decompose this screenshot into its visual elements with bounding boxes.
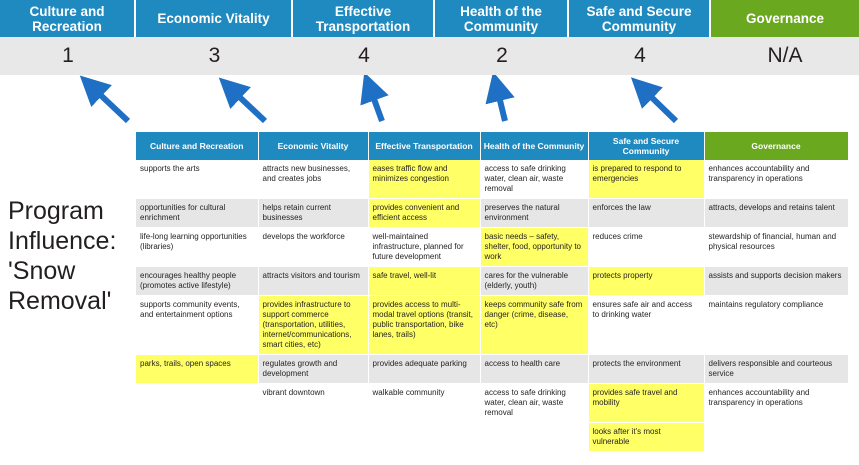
- matrix-cell-3-1: attracts visitors and tourism: [258, 267, 368, 296]
- matrix-cell-3-2: safe travel, well-lit: [368, 267, 480, 296]
- matrix-body: [136, 160, 848, 452]
- matrix-cell-2-4: reduces crime: [588, 228, 704, 267]
- goal-area-score-2: 4: [358, 44, 370, 67]
- matrix-row: [136, 160, 848, 199]
- goal-area-header-0: Culture and Recreation: [0, 0, 136, 37]
- matrix-cell-0-2: eases traffic flow and minimizes congestion: [368, 160, 480, 199]
- matrix-cell-3-0: encourages healthy people (promotes active lifestyle): [136, 267, 258, 296]
- matrix-column-header-1: Economic Vitality: [258, 132, 368, 160]
- matrix-cell-2-5: stewardship of financial, human and physical resources: [704, 228, 848, 267]
- matrix-cell-0-3: access to safe drinking water, clean air, waste removal: [480, 160, 588, 199]
- matrix-row: [136, 423, 848, 452]
- matrix-cell-1-5: attracts, develops and retains talent: [704, 199, 848, 228]
- arrow-effective-transportation: [370, 88, 382, 121]
- goal-area-header-1: Economic Vitality: [136, 0, 293, 37]
- matrix-cell-5-3: access to health care: [480, 355, 588, 384]
- goal-area-banner: [0, 0, 859, 37]
- matrix-cell-1-4: enforces the law: [588, 199, 704, 228]
- matrix-column-header-5: Governance: [704, 132, 848, 160]
- matrix-cell-0-1: attracts new businesses, and creates jobs: [258, 160, 368, 199]
- matrix-cell-5-2: provides adequate parking: [368, 355, 480, 384]
- matrix-cell-0-0: supports the arts: [136, 160, 258, 199]
- matrix-cell-1-1: helps retain current businesses: [258, 199, 368, 228]
- matrix-column-header-4: Safe and Secure Community: [588, 132, 704, 160]
- goal-area-score-3: 2: [496, 44, 508, 67]
- matrix-cell-1-0: opportunities for cultural enrichment: [136, 199, 258, 228]
- arrow-health-of-the-community: [497, 88, 505, 121]
- matrix-cell-6-0: [136, 384, 258, 423]
- matrix-column-header-2: Effective Transportation: [368, 132, 480, 160]
- goal-area-header-5: Governance: [711, 0, 859, 37]
- matrix-cell-7-4: looks after it's most vulnerable: [588, 423, 704, 452]
- matrix-column-header-0: Culture and Recreation: [136, 132, 258, 160]
- matrix-cell-6-3: access to safe drinking water, clean air, waste removal: [480, 384, 588, 423]
- matrix-cell-2-2: well-maintained infrastructure, planned for future development: [368, 228, 480, 267]
- matrix-row: [136, 228, 848, 267]
- program-influence-caption: Program Influence: 'Snow Removal': [8, 197, 117, 315]
- matrix-cell-5-4: protects the environment: [588, 355, 704, 384]
- matrix-cell-7-1: [258, 423, 368, 452]
- arrow-economic-vitality: [231, 89, 265, 121]
- matrix-cell-3-5: assists and supports decision makers: [704, 267, 848, 296]
- matrix-cell-2-3: basic needs – safety, shelter, food, opportunity to work: [480, 228, 588, 267]
- matrix-cell-5-0: parks, trails, open spaces: [136, 355, 258, 384]
- matrix-cell-4-2: provides access to multi-modal travel options (transit, public transportation, bike lanes, trails): [368, 296, 480, 355]
- matrix-cell-4-1: provides infrastructure to support commerce (transportation, utilities, internet/communications, smart cities, etc): [258, 296, 368, 355]
- matrix-cell-6-2: walkable community: [368, 384, 480, 423]
- goal-areas-matrix: [136, 132, 848, 452]
- matrix-cell-1-2: provides convenient and efficient access: [368, 199, 480, 228]
- matrix-row: [136, 267, 848, 296]
- matrix-cell-6-4: provides safe travel and mobility: [588, 384, 704, 423]
- matrix-row: [136, 384, 848, 423]
- matrix-cell-3-4: protects property: [588, 267, 704, 296]
- matrix-cell-7-0: [136, 423, 258, 452]
- matrix-row: [136, 199, 848, 228]
- matrix-cell-7-5: [704, 423, 848, 452]
- goal-area-header-4: Safe and Secure Community: [569, 0, 711, 37]
- matrix-cell-5-5: delivers responsible and courteous service: [704, 355, 848, 384]
- matrix-cell-4-0: supports community events, and entertainment options: [136, 296, 258, 355]
- matrix-row: [136, 296, 848, 355]
- matrix-cell-2-0: life-long learning opportunities (libraries): [136, 228, 258, 267]
- matrix-cell-0-4: is prepared to respond to emergencies: [588, 160, 704, 199]
- matrix-cell-1-3: preserves the natural environment: [480, 199, 588, 228]
- matrix-cell-6-1: vibrant downtown: [258, 384, 368, 423]
- matrix-cell-7-2: [368, 423, 480, 452]
- goal-area-score-4: 4: [634, 44, 646, 67]
- goal-area-score-5: N/A: [767, 44, 803, 67]
- goal-area-score-1: 3: [208, 44, 221, 67]
- matrix-cell-0-5: enhances accountability and transparency in operations: [704, 160, 848, 199]
- matrix-header-row: [136, 132, 848, 160]
- matrix-cell-4-4: ensures safe air and access to drinking water: [588, 296, 704, 355]
- matrix-cell-3-3: cares for the vulnerable (elderly, youth): [480, 267, 588, 296]
- matrix-cell-4-3: keeps community safe from danger (crime, disease, etc): [480, 296, 588, 355]
- matrix-cell-2-1: develops the workforce: [258, 228, 368, 267]
- goal-area-header-3: Health of the Community: [435, 0, 569, 37]
- score-row: [0, 37, 859, 75]
- arrow-safe-and-secure-community: [643, 89, 676, 121]
- goal-area-score-0: 1: [62, 44, 74, 67]
- arrows-layer: [0, 75, 859, 133]
- matrix-cell-6-5: enhances accountability and transparency in operations: [704, 384, 848, 423]
- matrix-cell-4-5: maintains regulatory compliance: [704, 296, 848, 355]
- matrix-cell-5-1: regulates growth and development: [258, 355, 368, 384]
- goal-area-header-2: Effective Transportation: [293, 0, 435, 37]
- matrix-column-header-3: Health of the Community: [480, 132, 588, 160]
- matrix-row: [136, 355, 848, 384]
- arrow-culture-and-recreation: [92, 87, 128, 121]
- matrix-cell-7-3: [480, 423, 588, 452]
